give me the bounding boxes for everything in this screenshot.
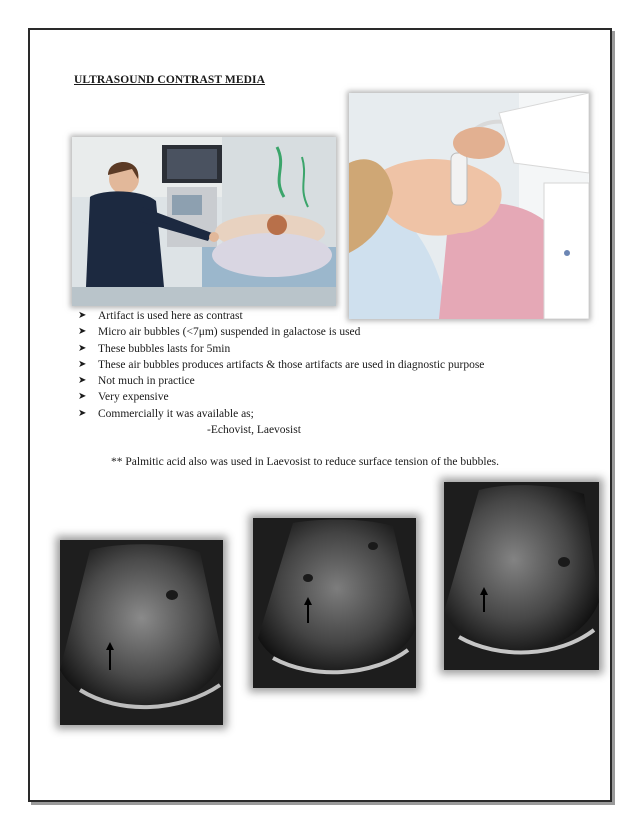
page-title: ULTRASOUND CONTRAST MEDIA <box>74 74 266 86</box>
list-item: ➤ Not much in practice <box>78 373 484 389</box>
list-item: ➤ Very expensive <box>78 389 484 405</box>
bullet-list <box>78 308 484 422</box>
liver-ultrasound-scan-1 <box>60 540 223 725</box>
liver-ultrasound-scan-3 <box>444 482 599 670</box>
list-item: ➤ These air bubbles produces artifacts & those artifacts are used in diagnostic purpose <box>78 357 484 373</box>
ultrasound-examination-photo <box>72 137 336 306</box>
arrow-bullet-icon: ➤ <box>78 342 87 354</box>
arrow-bullet-icon: ➤ <box>78 407 87 419</box>
brand-names: -Echovist, Laevosist <box>207 424 301 436</box>
list-item: ➤ Micro air bubbles (<7μm) suspended in galactose is used <box>78 324 484 340</box>
carotid-ultrasound-photo <box>349 93 589 319</box>
list-item: ➤ Commercially it was available as; <box>78 406 484 422</box>
list-item: ➤ These bubbles lasts for 5min <box>78 341 484 357</box>
arrow-bullet-icon: ➤ <box>78 375 87 387</box>
arrow-bullet-icon: ➤ <box>78 391 87 403</box>
arrow-bullet-icon: ➤ <box>78 358 87 370</box>
footnote: ** Palmitic acid also was used in Laevosist to reduce surface tension of the bubbles. <box>111 456 500 468</box>
liver-ultrasound-scan-2 <box>253 518 416 688</box>
arrow-bullet-icon: ➤ <box>78 326 87 338</box>
arrow-bullet-icon: ➤ <box>78 310 87 321</box>
list-item: ➤ Artifact is used here as contrast <box>78 308 484 324</box>
